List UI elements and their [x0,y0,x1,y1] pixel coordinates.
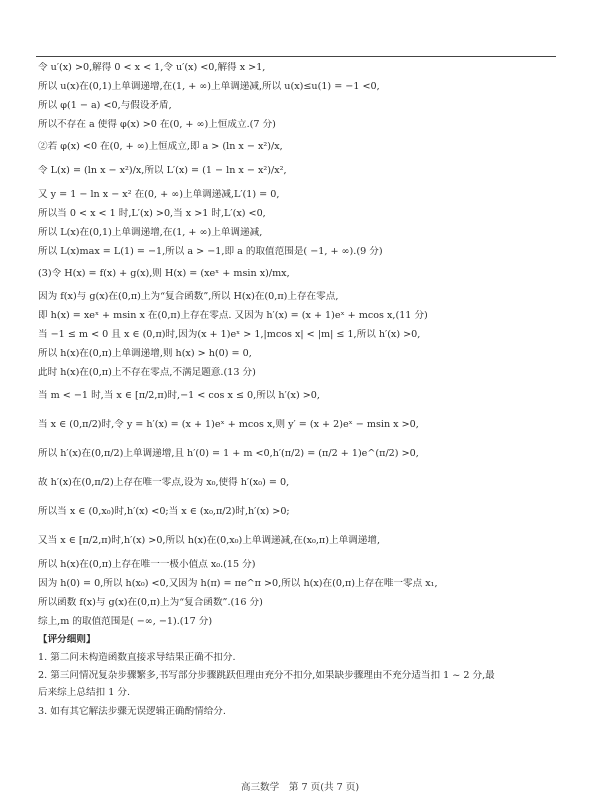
solution-line: 因为 h(0) = 0,所以 h(x₀) <0,又因为 h(π) = πe^π >0,所以 h(x)在(0,π)上存在唯一零点 x₁, [38,578,438,589]
solution-line: 所以不存在 a 使得 φ(x) >0 在(0, + ∞)上恒成立.(7 分) [38,119,276,130]
grading-notes [38,634,568,718]
solution-line: 故 h′(x)在(0,π/2)上存在唯一零点,设为 x₀,使得 h′(x₀) = 0, [38,477,290,488]
solution-line: 所以 L(x)在(0,1)上单调递增,在(1, + ∞)上单调递减, [38,227,263,238]
solution-line: ②若 φ(x) <0 在(0, + ∞)上恒成立,即 a > (ln x − x²)/x, [38,141,283,152]
solution-line: 所以 h(x)在(0,π)上存在唯一一极小值点 x₀.(15 分) [38,559,256,570]
grading-item: 后来综上总结扣 1 分. [38,687,131,698]
solution-line: (3)令 H(x) = f(x) + g(x),则 H(x) = (xeˣ + msin x)/mx, [38,268,290,279]
solution-line: 即 h(x) = xeˣ + msin x 在(0,π)上存在零点. 又因为 h′(x) = (x + 1)eˣ + mcos x,(11 分) [38,310,428,321]
solution-line: 此时 h(x)在(0,π)上不存在零点,不满足题意.(13 分) [38,367,256,378]
solution-line: 综上,m 的取值范围是( −∞, −1).(17 分) [38,616,213,627]
solution-line: 令 L(x) = (ln x − x²)/x,所以 L′(x) = (1 − ln x − x²)/x², [38,165,287,176]
grading-item: 3. 如有其它解法步骤无误逻辑正确酌情给分. [38,706,226,717]
solution-line: 所以 u(x)在(0,1)上单调递增,在(1, + ∞)上单调递减,所以 u(x)≤u(1) = −1 <0, [38,81,380,92]
grading-title: 【评分细则】 [38,634,96,645]
grading-item: 2. 第三问情况复杂步骤繁多,书写部分步骤跳跃但理由充分不扣分,如果缺步骤理由不充分适当扣 1 ~ 2 分,最 [38,670,495,681]
solution-content [38,62,568,718]
solution-line: 当 x ∈ (0,π/2)时,令 y = h′(x) = (x + 1)eˣ + mcos x,则 y′ = (x + 2)eˣ − msin x >0, [38,419,419,430]
solution-line: 所以当 x ∈ (0,x₀)时,h′(x) <0;当 x ∈ (x₀,π/2)时,h′(x) >0; [38,506,290,517]
page-footer: 高三数学 第 7 页(共 7 页) [240,782,360,793]
solution-line: 所以函数 f(x)与 g(x)在(0,π)上为“复合函数”.(16 分) [38,597,263,608]
solution-line: 所以 h′(x)在(0,π/2)上单调递增,且 h′(0) = 1 + m <0,h′(π/2) = (π/2 + 1)e^(π/2) >0, [38,448,419,459]
solution-line: 所以 h(x)在(0,π)上单调递增,则 h(x) > h(0) = 0, [38,348,252,359]
solution-lines [38,62,568,628]
solution-line: 所以 L(x)max = L(1) = −1,所以 a > −1,即 a 的取值范围是( −1, + ∞).(9 分) [38,246,383,257]
grading-items [38,652,568,718]
top-rule [36,56,556,57]
solution-line: 因为 f(x)与 g(x)在(0,π)上为“复合函数”,所以 H(x)在(0,π)上存在零点, [38,291,339,302]
solution-line: 又 y = 1 − ln x − x² 在(0, + ∞)上单调递减,L′(1) = 0, [38,189,280,200]
solution-line: 当 −1 ≤ m < 0 且 x ∈ (0,π)时,因为(x + 1)eˣ > 1,|mcos x| < |m| ≤ 1,所以 h′(x) >0, [38,329,421,340]
solution-line: 所以 φ(1 − a) <0,与假设矛盾, [38,100,172,111]
solution-line: 又当 x ∈ [π/2,π)时,h′(x) >0,所以 h(x)在(0,x₀)上单调递减,在(x₀,π)上单调递增, [38,535,380,546]
solution-line: 所以当 0 < x < 1 时,L′(x) >0,当 x >1 时,L′(x) <0, [38,208,266,219]
grading-item: 1. 第二问未构造函数直接求导结果正确不扣分. [38,652,236,663]
solution-line: 当 m < −1 时,当 x ∈ [π/2,π)时,−1 < cos x ≤ 0,所以 h′(x) >0, [38,390,320,401]
solution-line: 令 u′(x) >0,解得 0 < x < 1,令 u′(x) <0,解得 x >1, [38,62,266,73]
